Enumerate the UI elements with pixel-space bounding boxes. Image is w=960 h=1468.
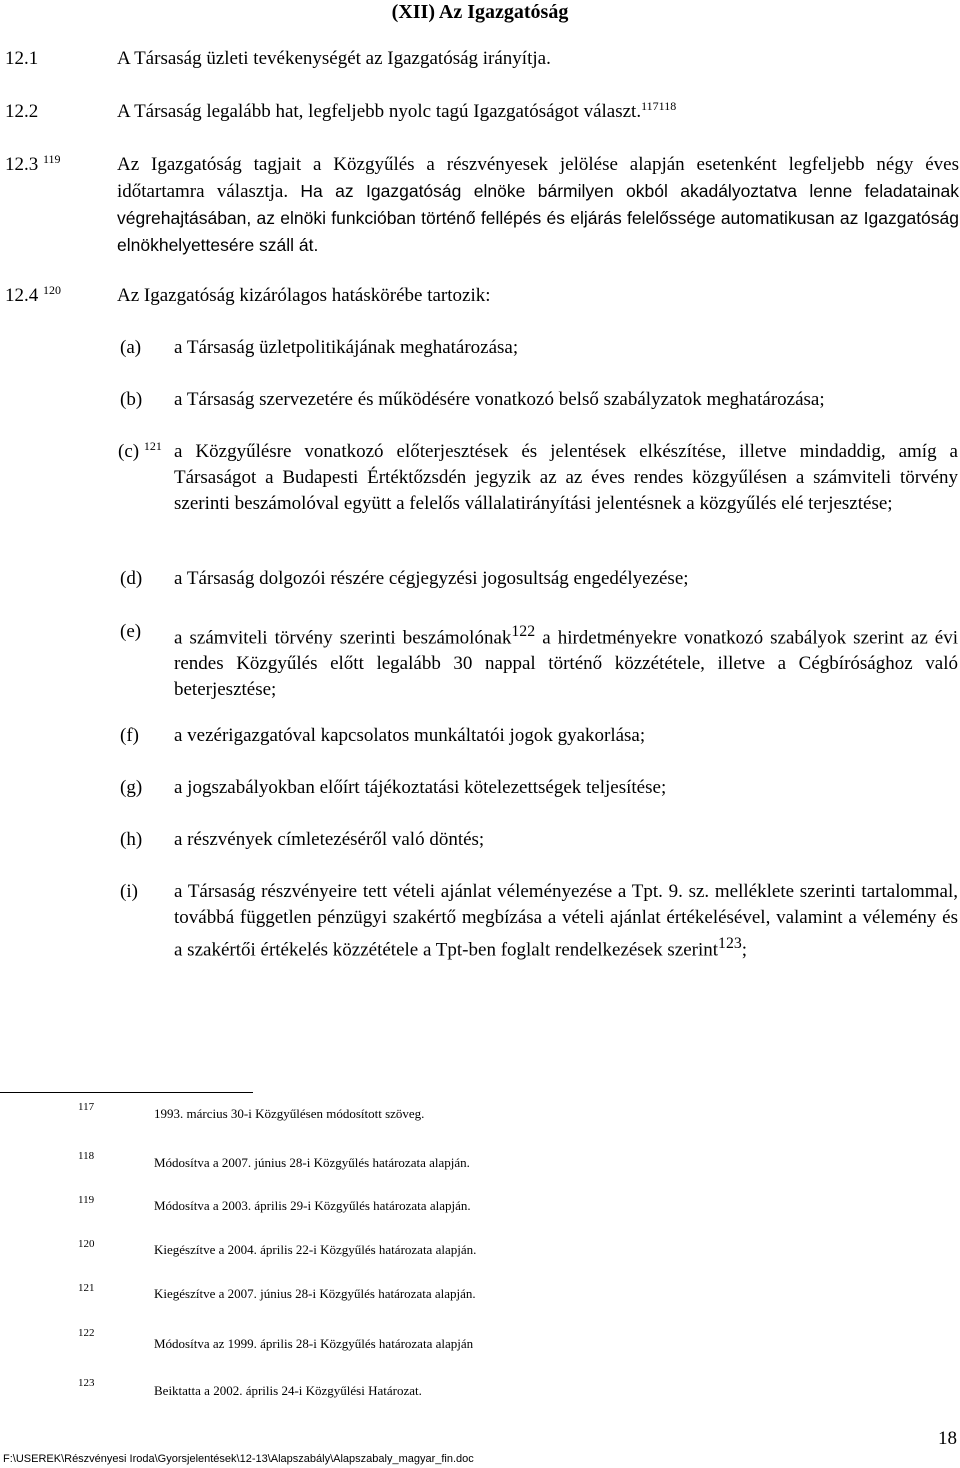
- footnote-number: 120: [78, 1238, 95, 1250]
- list-item-text: a Közgyűlésre vonatkozó előterjesztések és jelentések elkészítése, illetve mindaddig, amíg a Társaságot a Budapesti Értéktőzsdén jegyzik az az éves rendes közgyűlésen a számviteli törvény szerinti beszámolóval együtt a felelős vállalatirányítási jelentésnek a közgyűlés elé terjesztése;: [174, 441, 958, 514]
- footnote-text: Kiegészítve a 2007. június 28-i Közgyűlés határozata alapján.: [154, 1286, 476, 1301]
- footnote-text: Módosítva az 1999. április 28-i Közgyűlés határozata alapján: [154, 1336, 474, 1351]
- list-item-text-part-1: a számviteli törvény szerinti beszámolónak: [174, 627, 512, 649]
- list-item-label: (b): [120, 389, 143, 410]
- footnote-number: 119: [78, 1194, 95, 1206]
- footnote-separator: [0, 1092, 253, 1093]
- list-item-label: [118, 439, 162, 465]
- section-text-12-3: [117, 152, 959, 259]
- section-number-12-1: 12.1: [5, 48, 39, 69]
- section-heading: (XII) Az Igazgatóság: [391, 1, 569, 23]
- section-text-12-2: [117, 99, 959, 125]
- section-number-12-4: [5, 283, 61, 309]
- list-item-text: [174, 879, 958, 963]
- section-text-12-3-part-2: Ha az Igazgatóság elnöke bármilyen okból akadályoztatva lenne feladatainak végrehajtásában, az elnöki funkcióban történő fellépés és eljárás felelőssége automatikusan az Igazgatóság elnökhelyettesére száll át.: [117, 181, 959, 255]
- footnote-number: 123: [78, 1377, 95, 1389]
- list-item-label: (d): [120, 568, 143, 589]
- footnote-number: 121: [78, 1282, 95, 1294]
- footnote-text: Beiktatta a 2002. április 24-i Közgyűlési Határozat.: [154, 1383, 422, 1398]
- section-number-12-2: 12.2: [5, 101, 39, 122]
- section-text-12-1: A Társaság üzleti tevékenységét az Igazgatóság irányítja.: [117, 48, 551, 69]
- list-item-text-part-2: a hirdetményekre vonatkozó szabályok szerint az évi rendes Közgyűlés előtt legalább 30 nappal történő közzététele, illetve a Cégbírósághoz való beterjesztése;: [174, 627, 959, 701]
- list-item-text: a Társaság üzletpolitikájának meghatározása;: [174, 337, 519, 358]
- footnote-ref: 117118: [641, 99, 677, 113]
- list-item-text-part-1: a Társaság részvényeire tett vételi ajánlat véleményezése a Tpt. 9. sz. melléklete szerinti tartalommal, továbbá független pénzügyi szakértő megbízása a vételi ajánlat értékelésével, valamint a vélemény és a szakértői értékelés közzététele a Tpt-ben foglalt rendelkezések szerint: [174, 881, 958, 961]
- footnote-number: 117: [78, 1101, 95, 1113]
- list-item-text: a részvények címletezéséről való döntés;: [174, 829, 485, 850]
- section-number-12-4-label: 12.4: [5, 285, 39, 306]
- footnote-text: 1993. március 30-i Közgyűlésen módosított szöveg.: [154, 1106, 425, 1121]
- footnote-text: Módosítva a 2003. április 29-i Közgyűlés határozata alapján.: [154, 1198, 471, 1213]
- footnote-number: 122: [78, 1327, 95, 1339]
- list-item-text: a Társaság szervezetére és működésére vonatkozó belső szabályzatok meghatározása;: [174, 389, 825, 410]
- list-item-text: a jogszabályokban előírt tájékoztatási kötelezettségek teljesítése;: [174, 777, 667, 798]
- list-item-label: (g): [120, 777, 143, 798]
- list-item-label: (a): [120, 337, 142, 358]
- section-text-12-2-body: A Társaság legalább hat, legfeljebb nyolc tagú Igazgatóságot választ.: [117, 101, 642, 122]
- section-text-12-4: Az Igazgatóság kizárólagos hatáskörébe tartozik:: [117, 285, 491, 306]
- list-item-label: (f): [120, 725, 139, 746]
- footnote-ref: 119: [43, 152, 61, 166]
- list-item-label-text: (c): [118, 441, 140, 462]
- list-item-label: (h): [120, 829, 143, 850]
- footnote-number: 118: [78, 1150, 95, 1162]
- list-item-text: [174, 619, 958, 703]
- footnote-ref: 122: [511, 623, 536, 640]
- section-number-12-3: [5, 152, 61, 178]
- page-number: 18: [938, 1428, 957, 1449]
- footnote-text: Módosítva a 2007. június 28-i Közgyűlés határozata alapján.: [154, 1155, 470, 1170]
- list-item-text-part-2: ;: [741, 939, 748, 961]
- list-item-text: a vezérigazgatóval kapcsolatos munkáltatói jogok gyakorlása;: [174, 725, 646, 746]
- footnote-text: Kiegészítve a 2004. április 22-i Közgyűlés határozata alapján.: [154, 1242, 477, 1257]
- list-item-label: (i): [120, 881, 138, 902]
- section-text-12-3-part-1: Az Igazgatóság tagjait a Közgyűlés a részvényesek jelölése alapján esetenként legfeljebb négy éves időtartamra választja.: [117, 154, 959, 202]
- footnote-ref: 120: [43, 283, 61, 297]
- footnote-ref: 121: [143, 439, 162, 453]
- footer-file-path: F:\USEREK\Részvényesi Iroda\Gyorsjelentések\12-13\Alapszabály\Alapszabaly_magyar_fin.doc: [3, 1453, 474, 1465]
- footnote-ref: 123: [718, 935, 742, 952]
- list-item-text: a Társaság dolgozói részére cégjegyzési jogosultság engedélyezése;: [174, 568, 689, 589]
- section-number-12-3-label: 12.3: [5, 154, 39, 175]
- list-item-label: (e): [120, 621, 142, 642]
